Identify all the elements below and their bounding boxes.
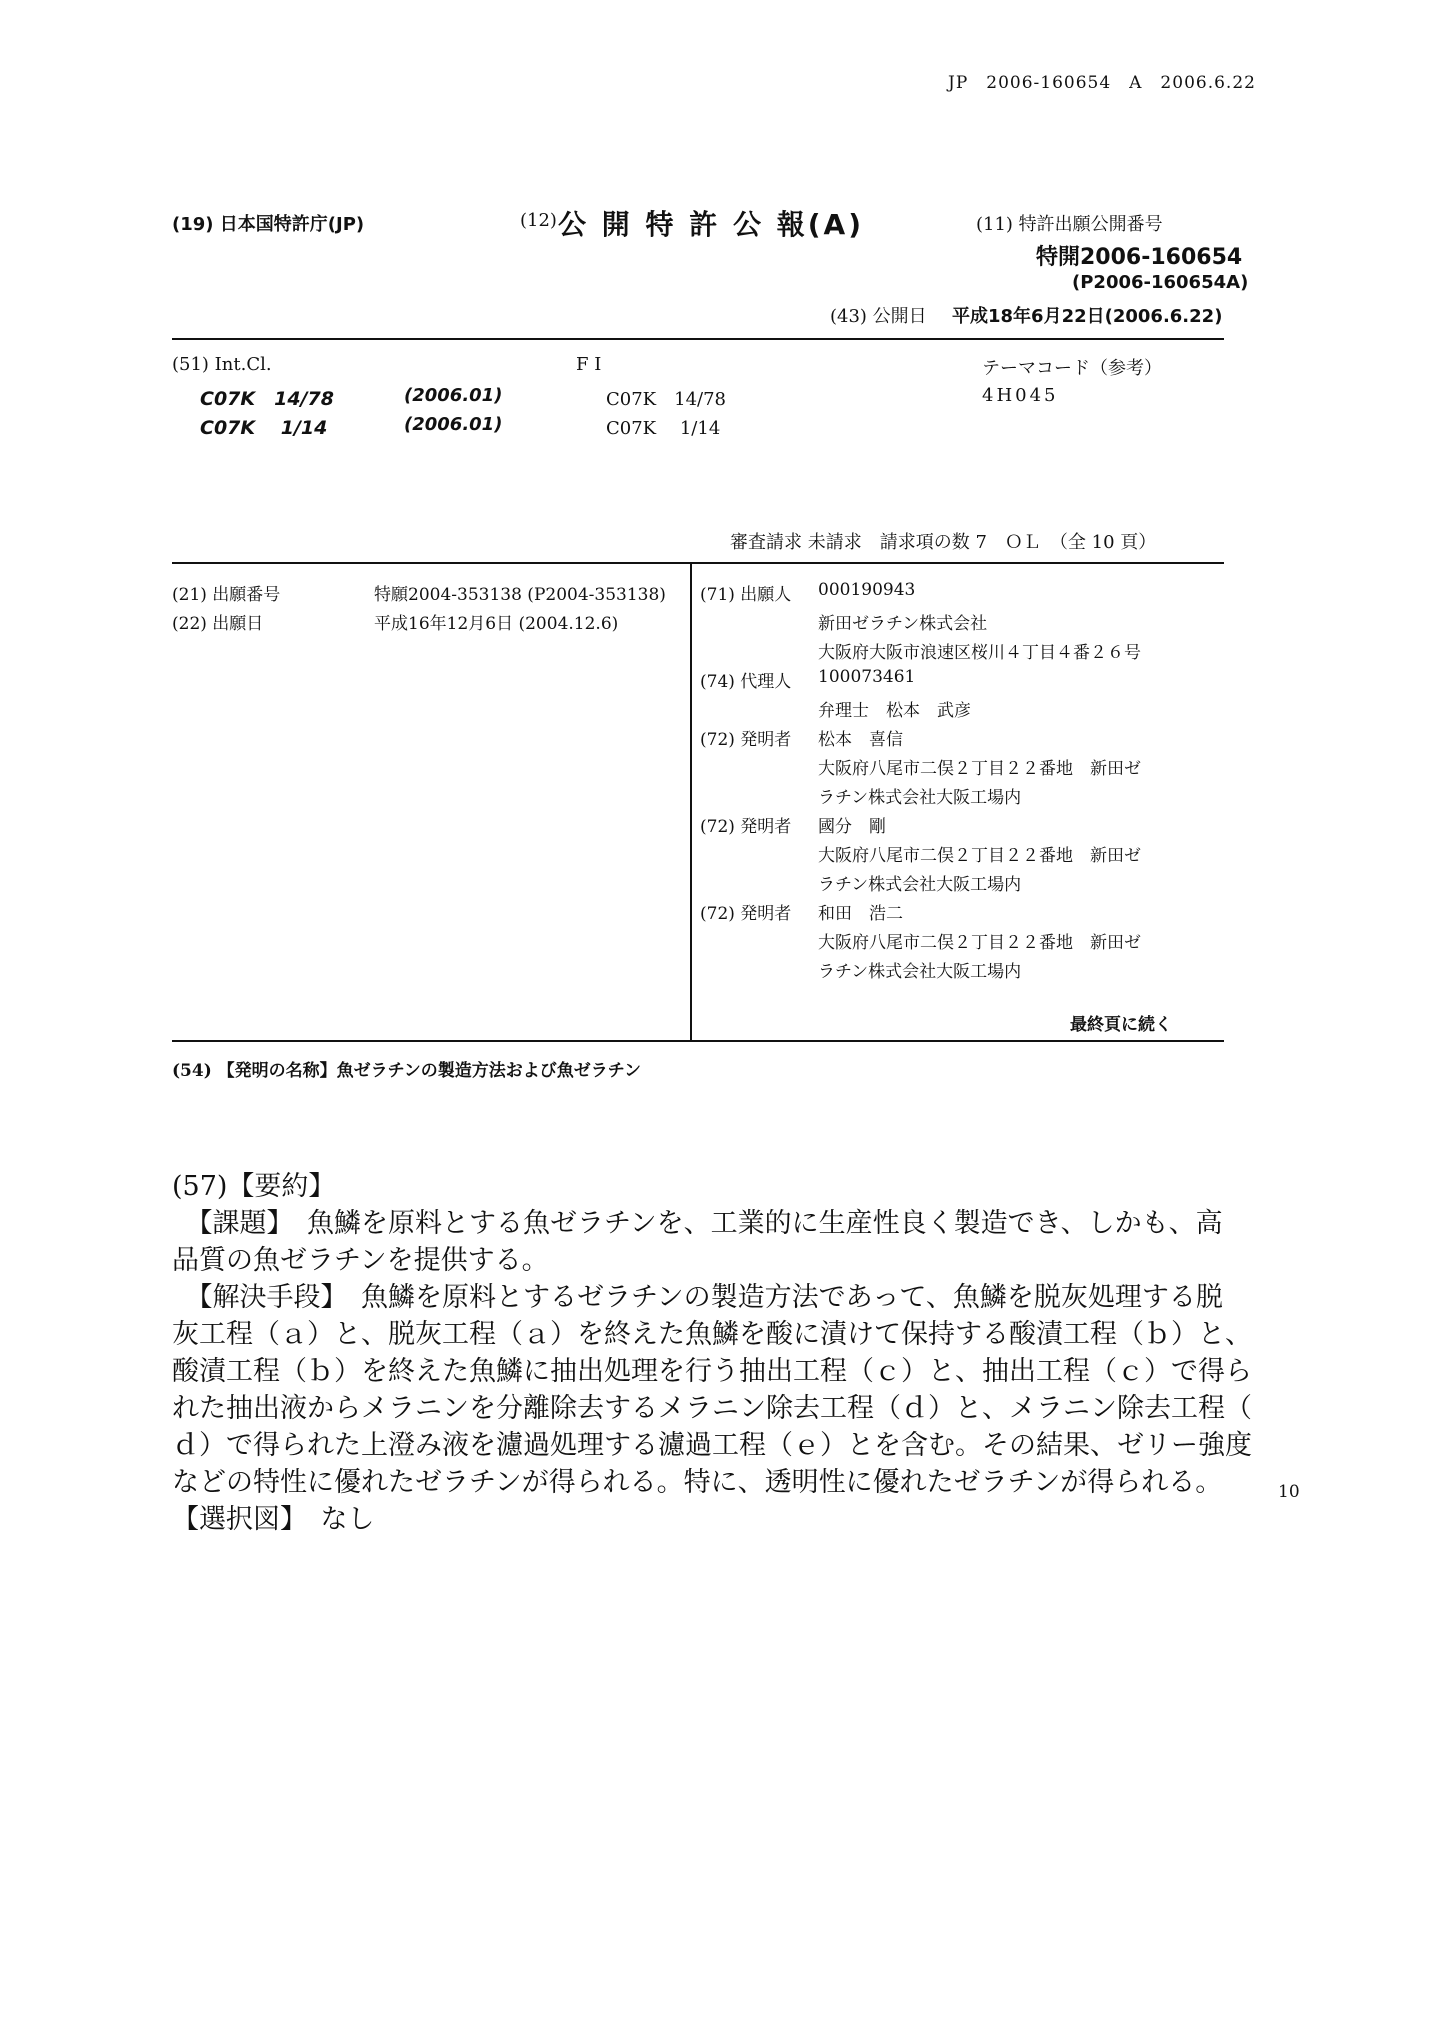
column-divider [690, 564, 692, 1040]
running-head: JP 2006-160654 A 2006.6.22 [948, 73, 1256, 93]
abstract-heading: (57)【要約】 [172, 1171, 336, 1202]
inventor-label: (72) 発明者 [700, 730, 792, 750]
abstract-line: 灰工程（ａ）と、脱灰工程（ａ）を終えた魚鱗を酸に漬けて保持する酸漬工程（ｂ）と、 [172, 1319, 1252, 1350]
inventor-label: (72) 発明者 [700, 817, 792, 837]
inventor-line: ラチン株式会社大阪工場内 [818, 962, 1022, 982]
abstract-line: 【選択図】 なし [172, 1504, 375, 1535]
theme-code-label: テーマコード（参考） [982, 358, 1162, 379]
applicant-line: 新田ゼラチン株式会社 [818, 614, 988, 634]
application-date: 平成16年12月6日 (2004.12.6) [374, 614, 619, 634]
intcl-version: (2006.01) [404, 414, 503, 435]
abstract-line: ｄ）で得られた上澄み液を濾過処理する濾過工程（ｅ）とを含む。その結果、ゼリー強度 [172, 1430, 1252, 1461]
fi-code: C07K 14/78 [606, 389, 726, 410]
agent-label: (74) 代理人 [700, 672, 792, 692]
inventor-line: 大阪府八尾市二俣２丁目２２番地 新田ゼ [818, 933, 1141, 953]
doc-type-number: (12) [520, 210, 557, 231]
table-top-rule [172, 562, 1224, 564]
inventor-label: (72) 発明者 [700, 904, 792, 924]
application-date-label: (22) 出願日 [172, 614, 264, 634]
applicant-line: 000190943 [818, 580, 916, 600]
inventor-line: 國分 剛 [818, 817, 886, 837]
agent-line: 弁理士 松本 武彦 [818, 701, 971, 721]
intcl-code: C07K 1/14 [200, 417, 328, 439]
applicant-label: (71) 出願人 [700, 585, 792, 605]
applicant-line: 大阪府大阪市浪速区桜川４丁目４番２６号 [818, 643, 1141, 663]
abstract-line: などの特性に優れたゼラチンが得られる。特に、透明性に優れたゼラチンが得られる。 [172, 1467, 1223, 1498]
abstract-line: 【課題】 魚鱗を原料とする魚ゼラチンを、工業的に生産性良く製造でき、しかも、高 [172, 1208, 1223, 1239]
doc-type-title: 公 開 特 許 公 報(A) [558, 208, 865, 241]
application-number-label: (21) 出願番号 [172, 585, 281, 605]
inventor-line: ラチン株式会社大阪工場内 [818, 788, 1022, 808]
intcl-label: (51) Int.Cl. [172, 354, 272, 375]
intcl-code: C07K 14/78 [200, 388, 334, 410]
fi-code: C07K 1/14 [606, 418, 721, 439]
agent-line: 100073461 [818, 667, 916, 687]
pub-date: 平成18年6月22日(2006.6.22) [952, 306, 1223, 327]
pub-date-label: (43) 公開日 [830, 306, 927, 327]
inventor-line: ラチン株式会社大阪工場内 [818, 875, 1022, 895]
continued-note: 最終頁に続く [1070, 1015, 1172, 1035]
invention-title: (54) 【発明の名称】魚ゼラチンの製造方法および魚ゼラチン [172, 1061, 641, 1081]
application-number: 特願2004-353138 (P2004-353138) [374, 585, 666, 605]
exam-status: 審査請求 未請求 請求項の数 7 ＯＬ （全 10 頁） [730, 532, 1157, 553]
abstract-line: 酸漬工程（ｂ）を終えた魚鱗に抽出処理を行う抽出工程（ｃ）と、抽出工程（ｃ）で得ら [172, 1356, 1252, 1387]
masthead-rule [172, 338, 1224, 340]
inventor-line: 大阪府八尾市二俣２丁目２２番地 新田ゼ [818, 846, 1141, 866]
abstract-line: れた抽出液からメラニンを分離除去するメラニン除去工程（ｄ）と、メラニン除去工程（ [172, 1393, 1252, 1424]
table-bottom-rule [172, 1040, 1224, 1042]
intcl-version: (2006.01) [404, 385, 503, 406]
abstract-line: 品質の魚ゼラチンを提供する。 [172, 1245, 549, 1276]
line-number: 10 [1278, 1482, 1300, 1502]
inventor-line: 和田 浩二 [818, 904, 903, 924]
pub-number-alt: (P2006-160654A) [1072, 272, 1249, 293]
pub-number: 特開2006-160654 [1036, 245, 1243, 270]
pub-number-label: (11) 特許出願公開番号 [976, 214, 1163, 235]
fi-label: F I [576, 354, 602, 375]
theme-code: 4H045 [982, 385, 1059, 406]
country-office: (19) 日本国特許庁(JP) [172, 214, 365, 235]
inventor-line: 大阪府八尾市二俣２丁目２２番地 新田ゼ [818, 759, 1141, 779]
abstract-line: 【解決手段】 魚鱗を原料とするゼラチンの製造方法であって、魚鱗を脱灰処理する脱 [172, 1282, 1223, 1313]
inventor-line: 松本 喜信 [818, 730, 903, 750]
